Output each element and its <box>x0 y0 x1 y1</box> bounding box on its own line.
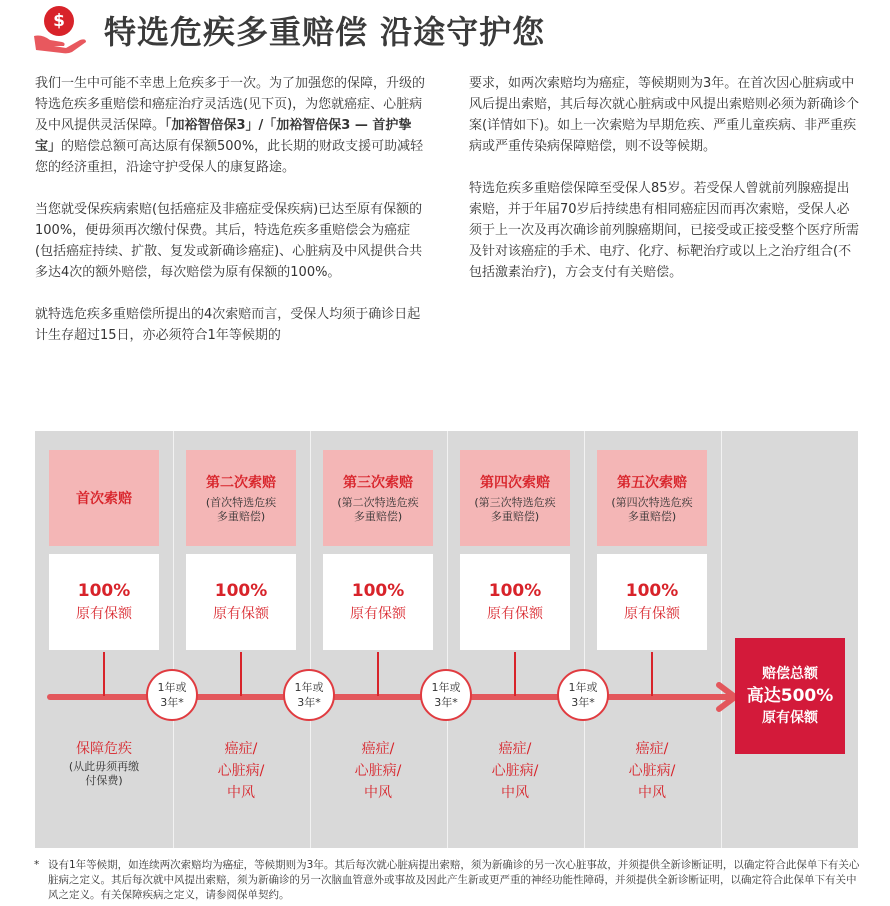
claim-title: 第三次索赔 <box>343 475 413 491</box>
intro-text-a: 我们一生中可能不幸患上危疾多于一次。为了加强您的保障，升级的特选危疾多重赔偿和癌症治疗灵活选(见下页)，为您就癌症、心脏病及中风提供灵活保障。 <box>35 76 426 133</box>
benefit-percent: 100% <box>351 581 405 601</box>
paragraph-intro <box>35 73 425 178</box>
hand-icon <box>32 28 88 54</box>
waiting-period-marker: 1年或 3年* <box>557 669 609 721</box>
footnote <box>34 858 864 903</box>
body-right-column <box>469 73 859 304</box>
waiting-period-marker: 1年或 3年* <box>420 669 472 721</box>
body-left-column <box>35 73 425 367</box>
benefit-label: 原有保额 <box>76 606 132 622</box>
timeline-tick <box>651 652 653 696</box>
total-label: 赔偿总额 <box>762 666 818 682</box>
benefit-percent: 100% <box>625 581 679 601</box>
condition-note: (从此毋须再缴 付保费) <box>68 760 140 787</box>
header <box>32 0 545 60</box>
paragraph-waiting-period: 要求，如两次索赔均为癌症，等候期则为3年。在首次因心脏病或中风后提出索赔，其后每次就心脏病或中风提出索赔则必须为新确诊个案(详情如下)。如上一次索赔为早期危疾、严重儿童疾病、非严重疾病或严重传染病保障赔偿，则不设等候期。 <box>469 76 860 154</box>
timeline-tick <box>377 652 379 696</box>
waiting-period-marker: 1年或 3年* <box>146 669 198 721</box>
paragraph-survival: 就特选危疾多重赔偿所提出的4次索赔而言，受保人均须于确诊日起计生存超过15日，亦必须符合1年等候期的 <box>35 307 421 343</box>
claim-subtitle: (第四次特选危疾 多重赔偿) <box>611 496 693 523</box>
claim-box-2 <box>186 450 296 546</box>
timeline-tick <box>240 652 242 696</box>
benefit-box-1 <box>49 554 159 650</box>
total-sub: 原有保额 <box>762 710 818 726</box>
benefit-label: 原有保额 <box>350 606 406 622</box>
page-title: 特选危疾多重赔偿 沿途守护您 <box>104 13 546 51</box>
intro-text-c: 的赔偿总额可高达原有保额500%，此长期的财政支援可助减轻您的经济重担，沿途守护受保人的康复路途。 <box>35 139 424 175</box>
condition-label-5: 癌症/ 心脏病/ 中风 <box>628 741 676 801</box>
claim-box-5 <box>597 450 707 546</box>
benefit-box-3 <box>323 554 433 650</box>
claim-title: 第四次索赔 <box>480 475 550 491</box>
total-percent: 高达500% <box>746 686 834 706</box>
benefit-percent: 100% <box>488 581 542 601</box>
timeline-tick <box>103 652 105 696</box>
paragraph-premium-waiver: 当您就受保疾病索赔(包括癌症及非癌症受保疾病)已达至原有保额的100%，便毋须再次缴付保费。其后，特选危疾多重赔偿会为癌症(包括癌症持续、扩散、复发或新确诊癌症)、心脏病及中风提供合共多达4次的额外赔偿，每次赔偿为原有保额的100%。 <box>35 202 423 280</box>
benefit-percent: 100% <box>77 581 131 601</box>
benefit-label: 原有保额 <box>213 606 269 622</box>
benefit-label: 原有保额 <box>487 606 543 622</box>
claim-title: 第五次索赔 <box>617 475 687 491</box>
paragraph-prostate-cancer: 特选危疾多重赔偿保障至受保人85岁。若受保人曾就前列腺癌提出索赔，并于年届70岁后持续患有相同癌症因而再次索赔，受保人必须于上一次及再次确诊前列腺癌期间，已接受或正接受整个医疗所需及针对该癌症的手术、电疗、化疗、标靶治疗或以上之治疗组合(不包括激素治疗)，方会支付有关赔偿。 <box>469 181 860 280</box>
claim-box-4 <box>460 450 570 546</box>
benefit-percent: 100% <box>214 581 268 601</box>
divider <box>721 431 722 848</box>
claim-subtitle: (第二次特选危疾 多重赔偿) <box>337 496 419 523</box>
claim-subtitle: (第三次特选危疾 多重赔偿) <box>474 496 556 523</box>
footnote-text: 设有1年等候期，如连续两次索赔均为癌症，等候期则为3年。其后每次就心脏病提出索赔，须为新确诊的另一次心脏事故，并须提供全新诊断证明，以确定符合此保单下有关心脏病之定义。其后每次就中风提出索赔，须为新确诊的另一次脑血管意外或事故及因此产生新或更严重的神经功能性障碍，并须提供全新诊断证明，以确定符合此保单下有关中风之定义。有关保障疾病之定义，请参阅保单契约。 <box>48 859 860 901</box>
timeline-tick <box>514 652 516 696</box>
footnote-marker: * <box>34 859 40 871</box>
claim-title: 首次索赔 <box>76 491 132 507</box>
divider <box>173 431 174 848</box>
condition-label-2: 癌症/ 心脏病/ 中风 <box>217 741 265 801</box>
claim-subtitle: (首次特选危疾 多重赔偿) <box>205 496 277 523</box>
total-payout-box <box>735 638 845 754</box>
dollar-coin-icon: $ <box>44 6 74 36</box>
waiting-period-marker: 1年或 3年* <box>283 669 335 721</box>
hand-holding-dollar-coin-icon <box>32 4 88 56</box>
condition-label-1: 保障危疾 (从此毋须再缴 付保费) <box>49 738 159 788</box>
claim-box-3 <box>323 450 433 546</box>
product-name: 「加裕智倍保3」/「加裕智倍保3 — 首护挚宝」 <box>35 118 412 154</box>
benefit-box-5 <box>597 554 707 650</box>
claim-title: 第二次索赔 <box>206 475 276 491</box>
divider <box>584 431 585 848</box>
divider <box>447 431 448 848</box>
benefit-box-4 <box>460 554 570 650</box>
condition-label-4: 癌症/ 心脏病/ 中风 <box>491 741 539 801</box>
claims-timeline-diagram <box>35 431 858 848</box>
benefit-label: 原有保额 <box>624 606 680 622</box>
benefit-box-2 <box>186 554 296 650</box>
condition-label-3: 癌症/ 心脏病/ 中风 <box>354 741 402 801</box>
claim-box-1 <box>49 450 159 546</box>
divider <box>310 431 311 848</box>
